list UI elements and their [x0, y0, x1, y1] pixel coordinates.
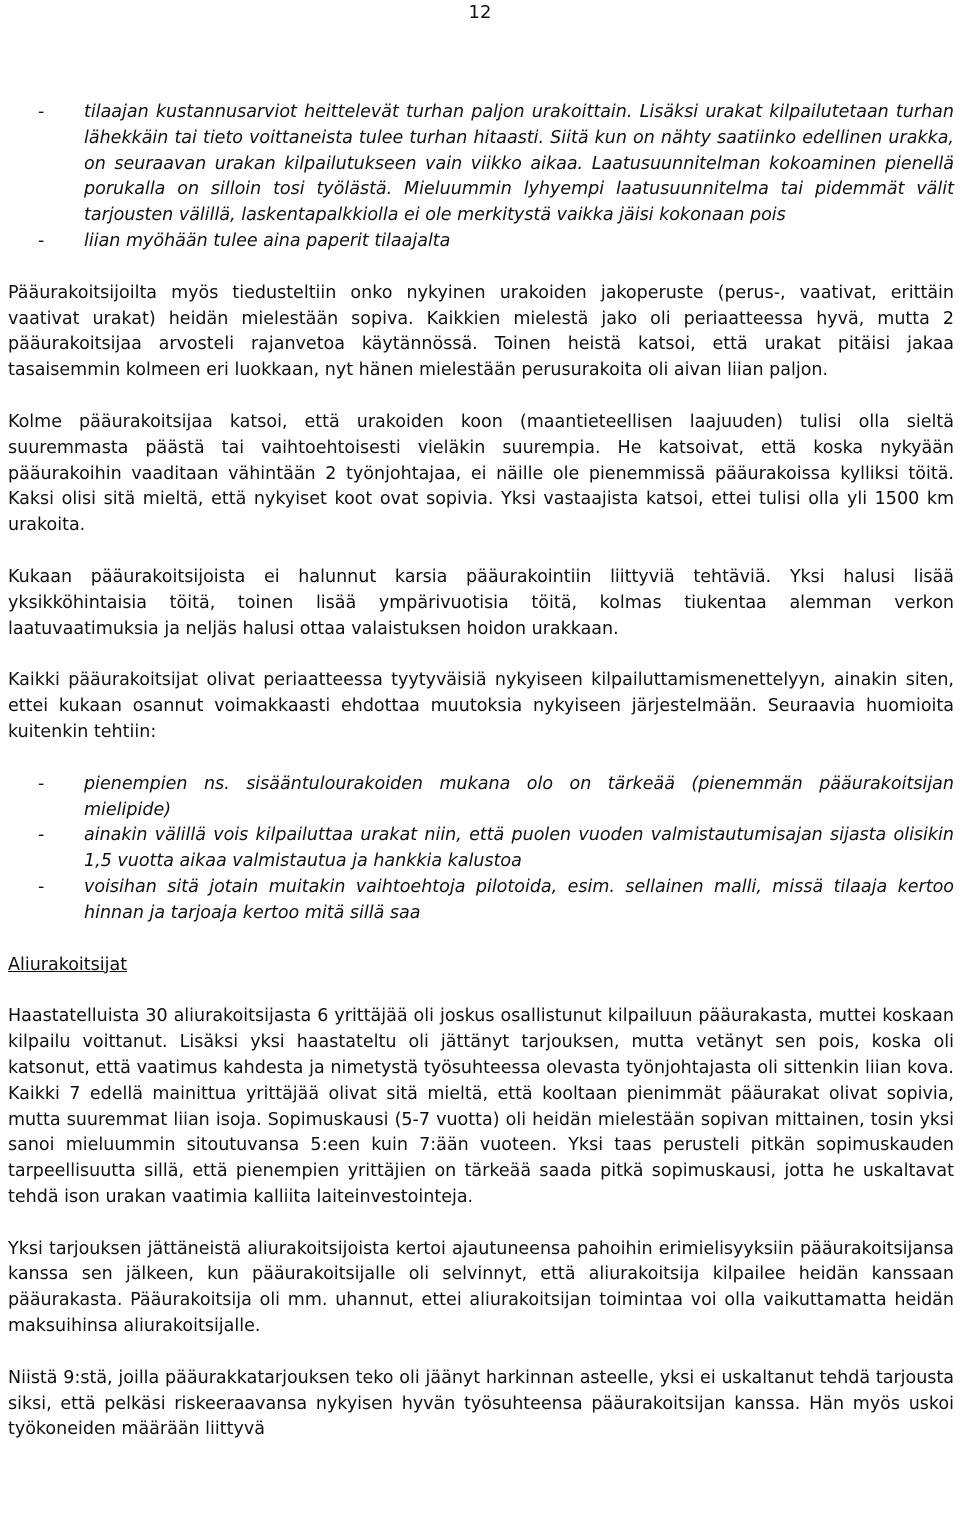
suggestions-list [8, 772, 954, 927]
paragraph: Yksi tarjouksen jättäneistä aliurakoitsijoista kertoi ajautuneensa pahoihin erimielisyyksiin pääurakoitsijansa kanssa sen jälkeen, kun pääurakoitsijalle oli selvinnyt, että aliurakoitsija kilpailee heidän kanssaan pääurakasta. Pääurakoitsija oli mm. uhannut, ettei aliurakoitsijan toimintaa voi olla vaikuttamatta heidän maksuihinsa aliurakoitsijalle. [8, 1238, 954, 1337]
list-item: - pienempien ns. sisääntulourakoiden mukana olo on tärkeää (pienemmän pääurakoitsijan mielipide) [8, 772, 954, 824]
paragraph: Kaikki pääurakoitsijat olivat periaatteessa tyytyväisiä nykyiseen kilpailuttamismenettelyyn, ainakin siten, ettei kukaan osannut voimakkaasti ehdottaa muutoksia nykyiseen järjestelmään. Seuraavia huomioita kuitenkin tehtiin: [8, 670, 954, 742]
list-item: - liian myöhään tulee aina paperit tilaajalta [8, 229, 954, 255]
section-heading: Aliurakoitsijat [8, 954, 128, 975]
paragraph: Niistä 9:stä, joilla pääurakkatarjouksen teko oli jäänyt harkinnan asteelle, yksi ei uskaltanut tehdä tarjousta siksi, että pelkäsi riskeeraavansa nykyisen hyvän työsuhteensa pääurakoitsijan kanssa. Hän myös uskoi työkoneiden määrään liittyvä [8, 1367, 954, 1440]
paragraph: Kukaan pääurakoitsijoista ei halunnut karsia pääurakointiin liittyviä tehtäviä. Yksi halusi lisää yksikköhintaisia töitä, toinen lisää ympärivuotisia töitä, kolmas tiukentaa alemman verkon laatuvaatimuksia ja neljäs halusi ottaa valaistuksen hoidon urakkaan. [8, 566, 954, 639]
paragraph: Kolme pääurakoitsijaa katsoi, että urakoiden koon (maantieteellisen laajuuden) tulisi olla sieltä suuremmasta päästä tai vaihtoehtoisesti vieläkin suurempia. He katsoivat, että koska nykyään pääurakoihin vaaditaan vähintään 2 työnjohtajaa, ei näille ole pienemmissä pääurakoissa kylliksi töitä. Kaksi olisi sitä mieltä, että nykyiset koot ovat sopivia. Yksi vastaajista katsoi, ettei tulisi olla yli 1500 km urakoita. [8, 411, 954, 536]
page-content [8, 100, 954, 1443]
list-item: - ainakin välillä vois kilpailuttaa urakat niin, että puolen vuoden valmistautumisajan sijasta olisikin 1,5 vuotta aikaa valmistautua ja hankkia kalustoa [8, 823, 954, 875]
paragraph: Haastatelluista 30 aliurakoitsijasta 6 yrittäjää oli joskus osallistunut kilpailuun pääurakasta, muttei koskaan kilpailu voittanut. Lisäksi yksi haastateltu oli jättänyt tarjouksen, mutta vetänyt sen pois, koska oli katsonut, että vaatimus kahdesta ja nimetystä työsuhteessa olevasta työnjohtajasta oli sittenkin liian kova. Kaikki 7 edellä mainittua yrittäjää olivat sitä mieltä, että kooltaan pienimmät pääurakat olivat sopivia, mutta suuremmat liian isoja. Sopimuskausi (5-7 vuotta) oli heidän mielestään sopivan mittainen, tosin yksi sanoi mieluummin sitoutuvansa 5:een kuin 7:ään vuoteen. Yksi taas perusteli pitkän sopimuskauden tarpeellisuutta sillä, että pienempien yrittäjien on tärkeää saada pitkä sopimuskausi, jotta he uskaltavat tehdä ison urakan vaatimia kalliita laiteinvestointeja. [8, 1006, 954, 1207]
contractor-comments-list [8, 100, 954, 255]
list-item: - tilaajan kustannusarviot heittelevät turhan paljon urakoittain. Lisäksi urakat kilpailutetaan turhan lähekkäin tai tieto voittaneista tulee turhan hitaasti. Siitä kun on nähty saatiinko edellinen urakka, on seuraavan urakan kilpailutukseen vain viikko aikaa. Laatusuunnitelman kokoaminen pienellä porukalla on silloin tosi työlästä. Mieluummin lyhyempi laatusuunnitelma tai pidemmät välit tarjousten välillä, laskentapalkkiolla ei ole merkitystä vaikka jäisi kokonaan pois [8, 100, 954, 229]
paragraph: Pääurakoitsijoilta myös tiedusteltiin onko nykyinen urakoiden jakoperuste (perus-, vaativat, erittäin vaativat urakat) heidän mielestään sopiva. Kaikkien mielestä jako oli periaatteessa hyvä, mutta 2 pääurakoitsijaa arvosteli rajanvetoa käytännössä. Toinen heistä katsoi, että urakat pitäisi jakaa tasaisemmin kolmeen eri luokkaan, nyt hänen mielestään perusurakoita oli aivan liian paljon. [8, 282, 954, 381]
page-number: 12 [468, 2, 492, 23]
list-item: - voisihan sitä jotain muitakin vaihtoehtoja pilotoida, esim. sellainen malli, missä tilaaja kertoo hinnan ja tarjoaja kertoo mitä sillä saa [8, 875, 954, 927]
